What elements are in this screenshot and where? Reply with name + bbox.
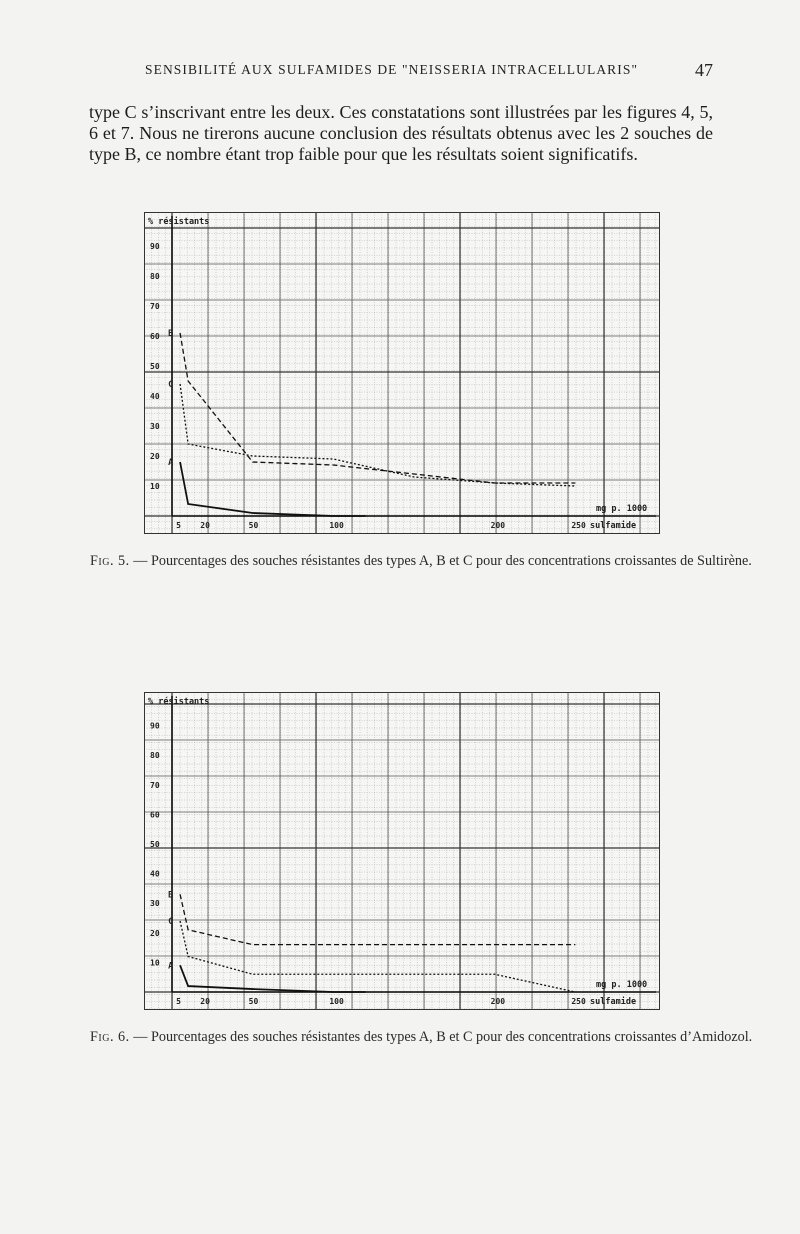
x-tick-label: 5 (176, 521, 181, 530)
x-tick-label: 20 (200, 521, 210, 530)
y-tick-label: 50 (150, 840, 160, 849)
x-axis-label: sulfamide (590, 521, 637, 531)
y-tick-label: 60 (150, 332, 160, 341)
running-head: SENSIBILITÉ AUX SULFAMIDES DE "NEISSERIA INTRACELLULARIS" (145, 62, 639, 77)
figure-6-chart (144, 692, 660, 1010)
y-tick-label: 30 (150, 422, 160, 431)
figure-6-caption-text: — Pourcentages des souches résistantes des types A, B et C pour des concentrations croissantes d’Amidozol. (133, 1029, 753, 1045)
y-tick-label: 40 (150, 869, 160, 879)
y-tick-label: 20 (150, 452, 160, 461)
figure-6-caption (90, 1028, 755, 1046)
series-label-a: A (168, 458, 174, 468)
figure-5-caption-text: — Pourcentages des souches résistantes des types A, B et C pour des concentrations croissantes de Sultirène. (133, 553, 752, 569)
figure-6-label: Fig. 6. (90, 1029, 130, 1045)
x-axis-label: sulfamide (590, 997, 637, 1007)
figure-5-chart (144, 212, 660, 534)
figure-5-caption (90, 552, 755, 570)
y-tick-label: 40 (150, 392, 160, 401)
x-axis-unit: mg p. 1000 (596, 980, 648, 990)
series-label-c: C (168, 380, 174, 390)
y-tick-label: 10 (150, 482, 160, 491)
x-tick-label: 250 (571, 997, 586, 1006)
series-label-b: B (168, 329, 174, 339)
y-tick-label: 50 (150, 362, 160, 371)
y-tick-label: 80 (150, 272, 160, 281)
chart-figure-6 (144, 692, 660, 1010)
y-tick-label: 60 (150, 810, 160, 820)
x-axis-unit: mg p. 1000 (596, 504, 648, 514)
x-tick-label: 100 (329, 521, 344, 530)
chart-figure-5 (144, 212, 660, 534)
x-tick-label: 5 (176, 997, 181, 1006)
x-tick-label: 200 (490, 521, 506, 530)
y-tick-label: 10 (150, 958, 160, 968)
y-axis-label: % résistants (148, 697, 210, 707)
series-label-c: C (168, 916, 174, 927)
x-tick-label: 100 (329, 997, 344, 1006)
x-tick-label: 20 (200, 997, 210, 1006)
y-tick-label: 90 (150, 721, 160, 731)
x-tick-label: 50 (248, 521, 259, 530)
y-tick-label: 70 (150, 780, 160, 790)
y-tick-label: 30 (150, 899, 160, 909)
figure-5-label: Fig. 5. (90, 553, 130, 569)
y-tick-label: 70 (150, 302, 160, 311)
y-tick-label: 90 (150, 242, 160, 251)
x-tick-label: 250 (571, 521, 586, 530)
series-label-b: B (168, 890, 174, 901)
body-paragraph: type C s’inscrivant entre les deux. Ces constatations sont illustrées par les figures 4, 5, 6 et 7. Nous ne tirerons aucune conclusion des résultats obtenus avec les 2 souches de type B, ce nombre étant trop faible pour que les résultats soient significatifs. (89, 102, 713, 164)
y-tick-label: 20 (150, 928, 160, 938)
series-label-a: A (168, 961, 174, 972)
y-tick-label: 80 (150, 751, 160, 761)
x-tick-label: 50 (248, 997, 259, 1006)
y-axis-label: % résistants (148, 217, 210, 227)
page-number: 47 (695, 60, 713, 80)
x-tick-label: 200 (490, 997, 506, 1006)
